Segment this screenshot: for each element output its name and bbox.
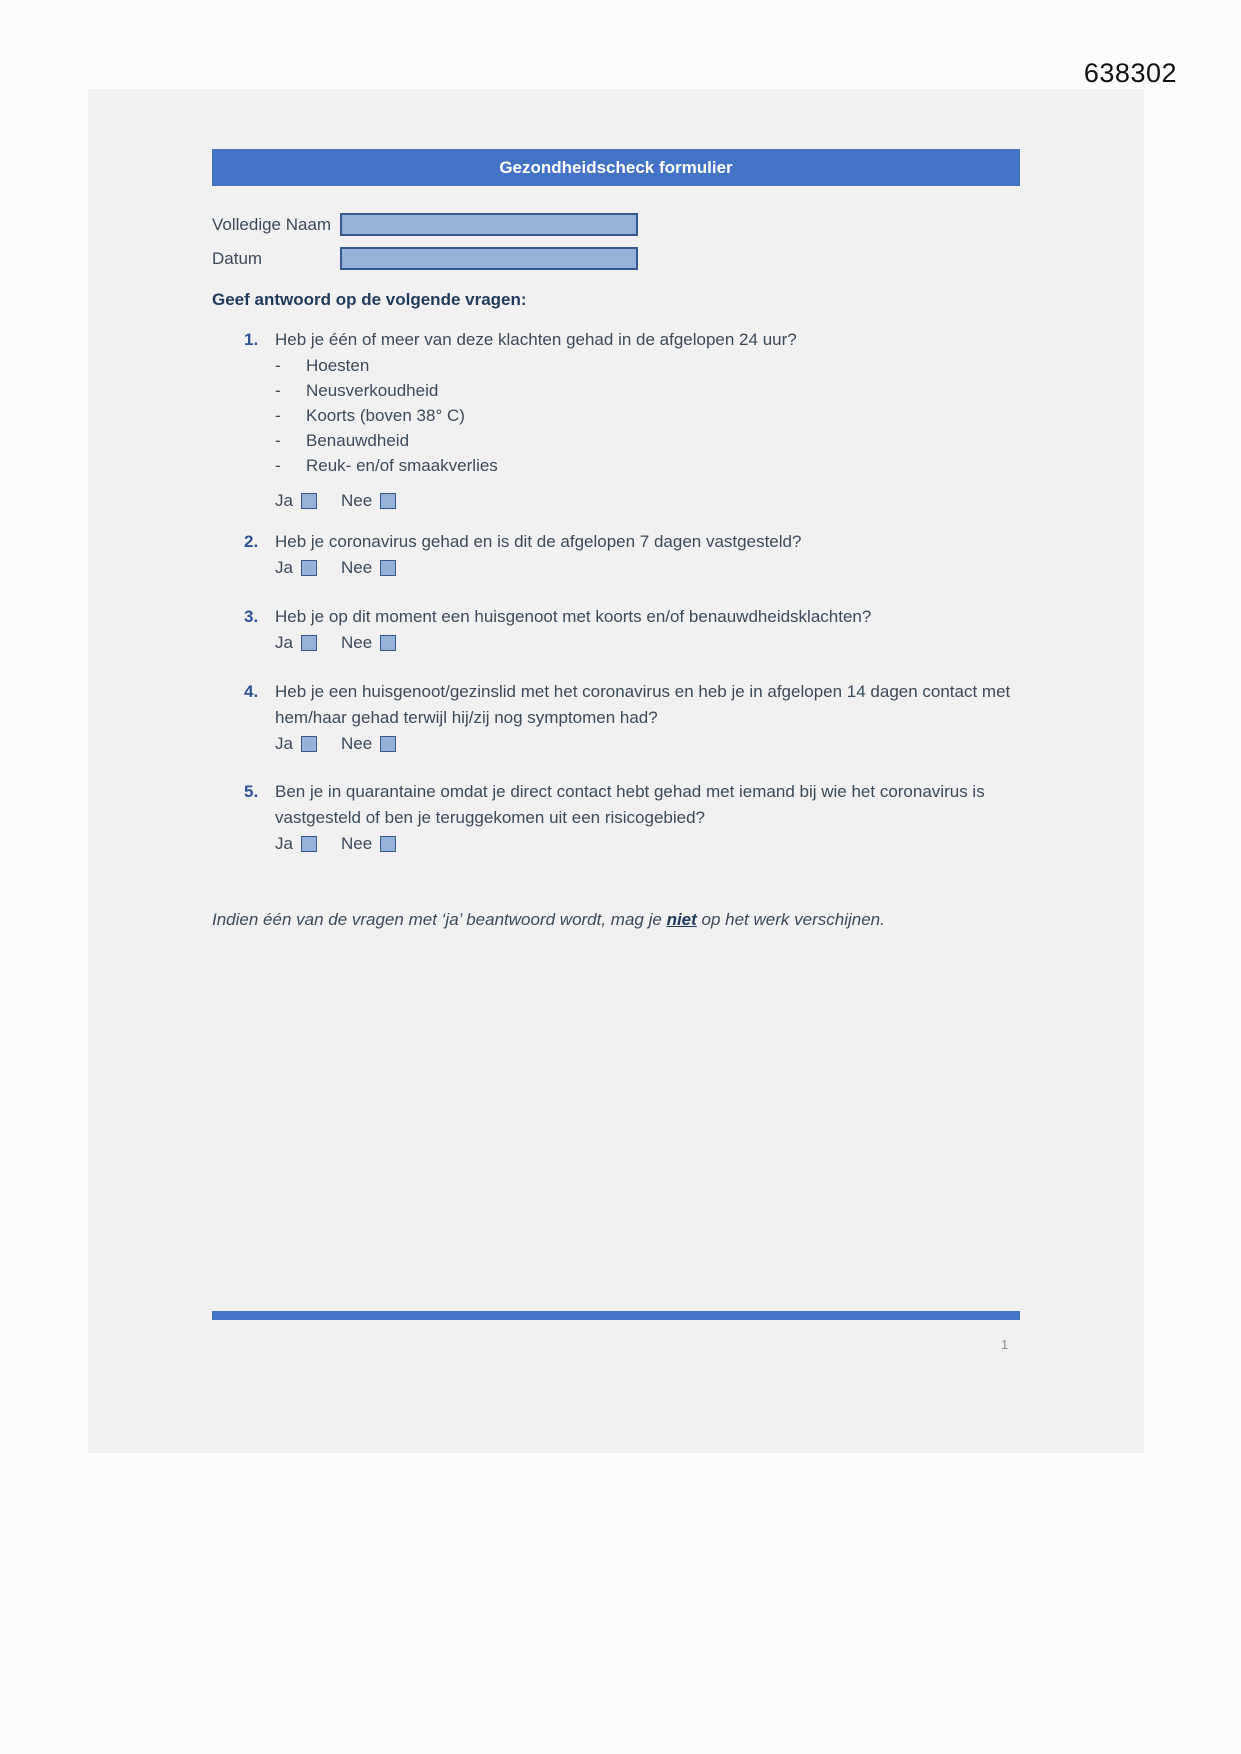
question-number: 3.: [244, 607, 259, 626]
yes-checkbox[interactable]: [301, 493, 317, 509]
symptom-label: Koorts (boven 38° C): [306, 406, 465, 425]
yes-label: Ja: [275, 734, 293, 753]
full-name-label: Volledige Naam: [212, 214, 332, 234]
list-item: - Benauwdheid: [275, 428, 1034, 453]
question-text: Heb je één of meer van deze klachten gehad in de afgelopen 24 uur?: [275, 330, 797, 349]
symptom-label: Hoesten: [306, 356, 370, 375]
date-label: Datum: [212, 248, 263, 268]
form-title-bar: [212, 149, 1020, 186]
question-number: 5.: [244, 782, 259, 801]
no-label: Nee: [340, 491, 373, 510]
yes-checkbox[interactable]: [301, 736, 317, 752]
question-text: Heb je een huisgenoot/gezinslid met het coronavirus en heb je in afgelopen 14 dagen contact met hem/haar gehad terwijl hij/zij nog symptomen had?: [275, 682, 1011, 727]
no-checkbox[interactable]: [380, 635, 396, 651]
question-text: Ben je in quarantaine omdat je direct contact hebt gehad met iemand bij wie het coronavirus is vastgesteld of ben je teruggekomen uit een risicogebied?: [275, 782, 985, 827]
no-label: Nee: [340, 633, 373, 652]
date-input[interactable]: [340, 247, 638, 270]
no-checkbox[interactable]: [380, 493, 396, 509]
symptom-label: Neusverkoudheid: [306, 381, 439, 400]
question-3: [244, 604, 1034, 656]
answer-options: [275, 488, 1034, 514]
answer-options: [275, 831, 1034, 857]
yes-checkbox[interactable]: [301, 635, 317, 651]
no-checkbox[interactable]: [380, 736, 396, 752]
form-title: Gezondheidscheck formulier: [499, 157, 733, 177]
form-page: [88, 89, 1144, 1453]
yes-label: Ja: [275, 834, 293, 853]
note-text-after: op het werk verschijnen.: [696, 910, 885, 929]
no-checkbox[interactable]: [380, 836, 396, 852]
no-label: Nee: [340, 558, 373, 577]
symptom-label: Reuk- en/of smaakverlies: [306, 456, 498, 475]
date-row: [212, 247, 638, 270]
list-item: - Neusverkoudheid: [275, 378, 1034, 403]
warning-note: [212, 910, 885, 930]
question-4: [244, 679, 1034, 757]
full-name-row: [212, 213, 638, 236]
yes-checkbox[interactable]: [301, 560, 317, 576]
document-id: 638302: [1083, 58, 1177, 88]
question-5: [244, 779, 1034, 857]
question-2: [244, 529, 1034, 581]
yes-checkbox[interactable]: [301, 836, 317, 852]
note-text-before: Indien één van de vragen met ‘ja’ beantwoord wordt, mag je: [212, 910, 667, 929]
answer-options: [275, 555, 1034, 581]
footer-bar: [212, 1311, 1020, 1320]
list-item: - Koorts (boven 38° C): [275, 403, 1034, 428]
yes-label: Ja: [275, 491, 293, 510]
symptom-label: Benauwdheid: [306, 431, 410, 450]
symptom-list: [275, 353, 1034, 478]
question-text: Heb je op dit moment een huisgenoot met koorts en/of benauwdheidsklachten?: [275, 607, 872, 626]
yes-label: Ja: [275, 633, 293, 652]
question-number: 1.: [244, 330, 259, 349]
question-1: [244, 327, 1034, 514]
list-item: - Hoesten: [275, 353, 1034, 378]
instruction-text: Geef antwoord op de volgende vragen:: [212, 290, 527, 309]
question-number: 4.: [244, 682, 259, 701]
note-emphasis: niet: [666, 910, 697, 929]
no-checkbox[interactable]: [380, 560, 396, 576]
answer-options: [275, 731, 1034, 757]
page-number: 1: [1001, 1337, 1009, 1352]
answer-options: [275, 630, 1034, 656]
question-number: 2.: [244, 532, 259, 551]
yes-label: Ja: [275, 558, 293, 577]
question-text: Heb je coronavirus gehad en is dit de afgelopen 7 dagen vastgesteld?: [275, 532, 802, 551]
no-label: Nee: [340, 734, 373, 753]
full-name-input[interactable]: [340, 213, 638, 236]
list-item: - Reuk- en/of smaakverlies: [275, 453, 1034, 478]
no-label: Nee: [340, 834, 373, 853]
